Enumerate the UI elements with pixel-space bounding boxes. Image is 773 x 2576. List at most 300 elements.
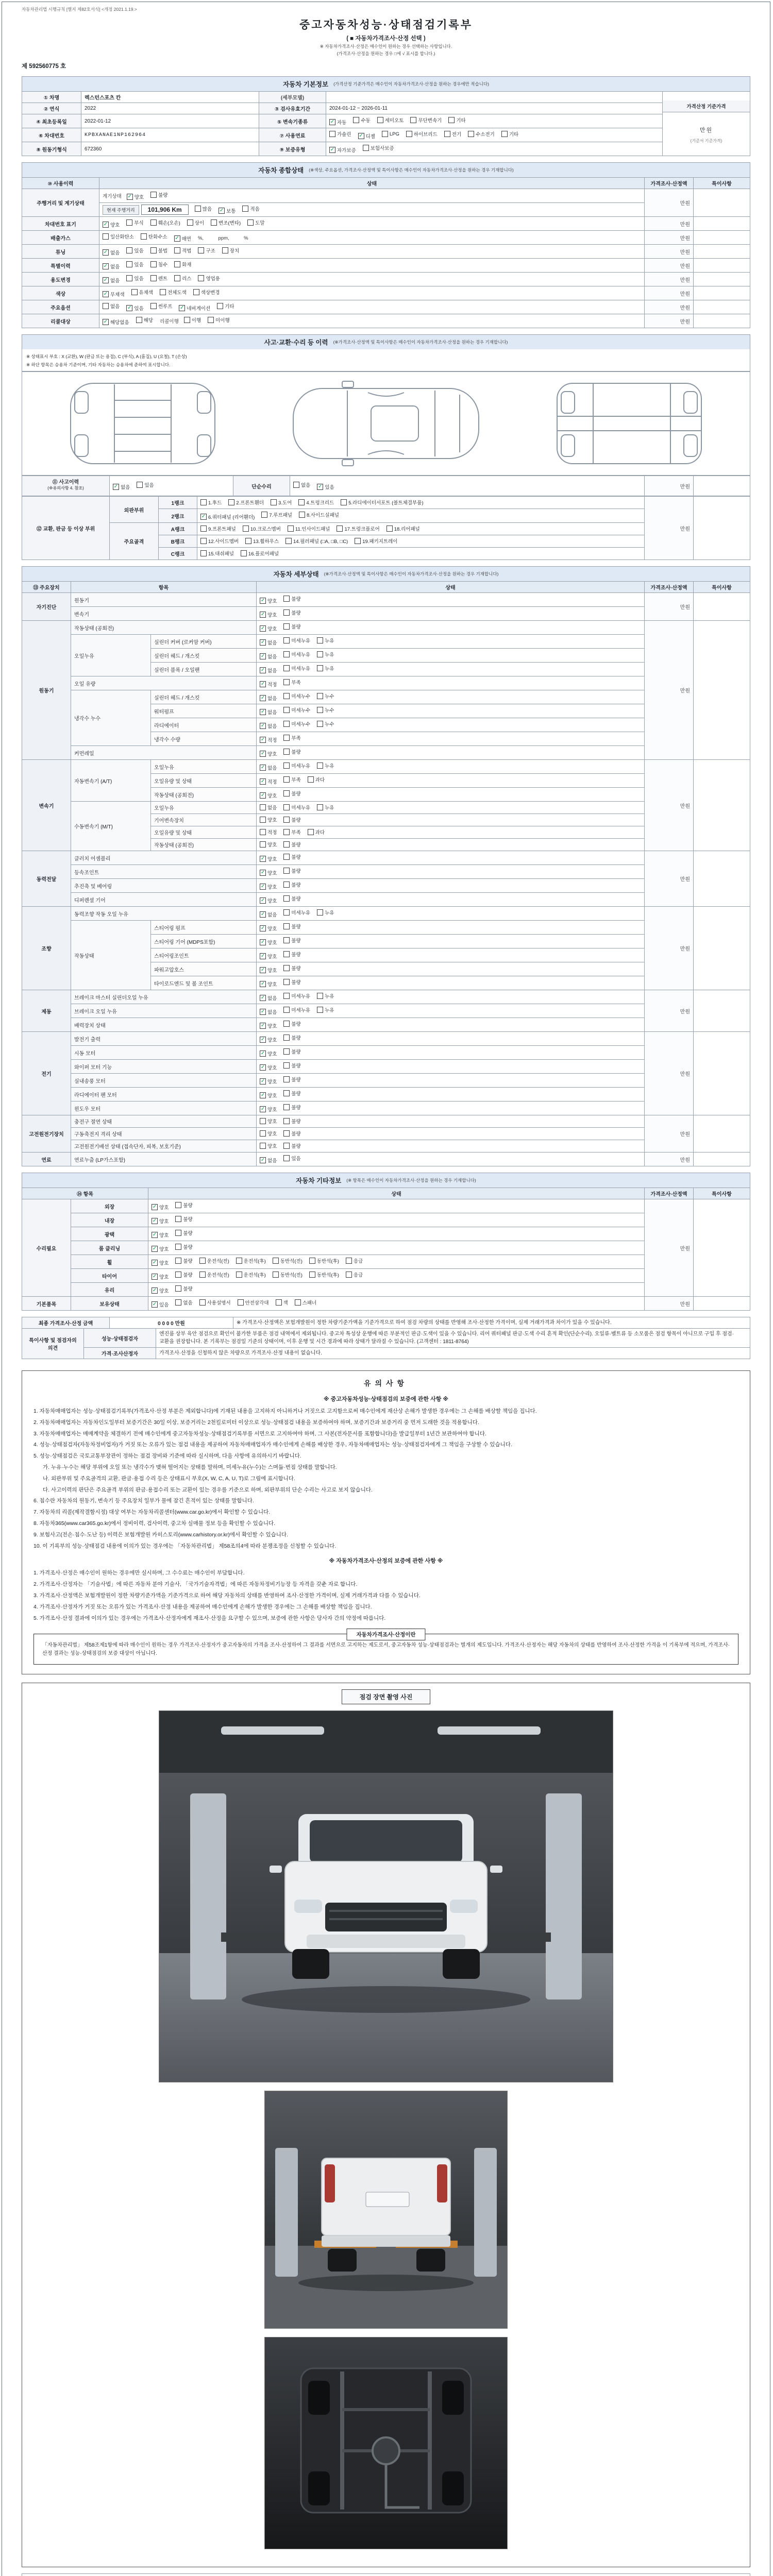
checkbox-label: 양호 xyxy=(159,1233,169,1239)
exchange-panel-table xyxy=(22,496,750,560)
checkbox-option[interactable] xyxy=(260,611,277,618)
checkbox-label: 미세누유 xyxy=(291,805,311,811)
checkbox-option[interactable] xyxy=(260,597,277,604)
checkbox-icon xyxy=(309,1258,315,1264)
checkbox-option[interactable] xyxy=(260,939,277,946)
checkbox-option[interactable] xyxy=(113,483,130,490)
checkbox-option[interactable] xyxy=(283,651,310,658)
checkbox-option[interactable] xyxy=(283,937,300,944)
checkbox-option[interactable] xyxy=(200,550,234,557)
checkbox-option[interactable] xyxy=(283,665,310,672)
checkbox-option[interactable] xyxy=(260,792,277,799)
checkbox-option[interactable] xyxy=(317,992,334,999)
checkbox-option[interactable] xyxy=(283,609,300,616)
checkbox-option[interactable] xyxy=(127,193,144,200)
state-options xyxy=(257,839,645,851)
checkbox-option[interactable] xyxy=(150,302,173,310)
checkbox-option[interactable] xyxy=(283,623,300,630)
checkbox-option[interactable] xyxy=(150,247,167,254)
checkbox-option[interactable] xyxy=(199,1257,229,1264)
checkbox-option[interactable] xyxy=(200,537,239,545)
checkbox-option[interactable] xyxy=(317,762,334,769)
checkbox-option[interactable] xyxy=(283,1104,300,1111)
checkbox-option[interactable] xyxy=(295,1299,317,1306)
checkbox-option[interactable] xyxy=(377,116,404,124)
checkbox-icon xyxy=(283,829,290,835)
checkbox-icon: ✓ xyxy=(260,598,265,603)
checkbox-option[interactable] xyxy=(308,828,325,836)
checkbox-label: 색상변경 xyxy=(200,290,220,296)
table-cell xyxy=(694,286,750,300)
checkbox-option[interactable] xyxy=(283,951,300,958)
rankC-label: C랭크 xyxy=(159,548,197,560)
checkbox-option[interactable] xyxy=(236,1257,266,1264)
checkbox-option[interactable] xyxy=(260,653,277,660)
checkbox-option[interactable] xyxy=(174,247,191,254)
checkbox-option[interactable] xyxy=(103,318,129,326)
checkbox-option[interactable] xyxy=(283,816,300,823)
checkbox-option[interactable] xyxy=(260,1008,277,1015)
checkbox-option[interactable] xyxy=(298,499,334,506)
checkbox-option[interactable] xyxy=(150,275,167,282)
checkbox-option[interactable] xyxy=(187,219,204,226)
checkbox-label: 동반석(전) xyxy=(280,1273,303,1278)
checkbox-option[interactable] xyxy=(283,637,310,644)
checkbox-option[interactable] xyxy=(468,130,495,138)
checkbox-option[interactable] xyxy=(283,1034,300,1041)
checkbox-option[interactable] xyxy=(283,720,310,727)
checkbox-option[interactable] xyxy=(283,804,310,811)
checkbox-option[interactable] xyxy=(195,205,212,212)
checkbox-option[interactable] xyxy=(317,483,334,490)
checkbox-option[interactable] xyxy=(260,681,277,688)
checkbox-option[interactable] xyxy=(329,146,356,154)
checkbox-icon xyxy=(285,538,292,544)
checkbox-label: 누유 xyxy=(325,652,334,658)
checkbox-option[interactable] xyxy=(174,275,191,282)
checkbox-option[interactable] xyxy=(283,1142,300,1149)
checkbox-label: 불량 xyxy=(291,611,301,616)
checkbox-option[interactable] xyxy=(363,144,394,151)
checkbox-option[interactable] xyxy=(175,1215,192,1223)
checkbox-option[interactable] xyxy=(175,1201,192,1209)
checkbox-label: 화재 xyxy=(182,262,192,268)
checkbox-icon: ✓ xyxy=(260,625,265,631)
checkbox-option[interactable] xyxy=(174,235,191,242)
checkbox-option[interactable] xyxy=(283,881,300,888)
state-options xyxy=(257,788,645,802)
checkbox-option[interactable] xyxy=(293,481,310,488)
checkbox-label: 불량 xyxy=(158,193,168,198)
checkbox-option[interactable] xyxy=(150,261,167,268)
checkbox-icon xyxy=(309,1272,315,1278)
row-label-accident-history xyxy=(22,476,110,496)
checkbox-option[interactable] xyxy=(283,1006,310,1013)
checkbox-icon xyxy=(283,895,290,902)
checkbox-label: 있음 xyxy=(144,483,154,488)
checkbox-label: 훼손(오손) xyxy=(158,221,180,226)
checkbox-option[interactable] xyxy=(211,219,241,226)
checkbox-option[interactable] xyxy=(444,130,461,138)
checkbox-option[interactable] xyxy=(260,953,277,960)
checkbox-option[interactable] xyxy=(260,855,277,862)
checkbox-option[interactable] xyxy=(198,247,215,254)
checkbox-option[interactable] xyxy=(283,692,310,700)
checkbox-option[interactable] xyxy=(271,499,292,506)
checkbox-label: 양호 xyxy=(267,1144,277,1149)
checkbox-option[interactable] xyxy=(103,233,134,240)
checkbox-option[interactable] xyxy=(260,639,277,646)
checkbox-icon: ✓ xyxy=(103,263,108,269)
checkbox-option[interactable] xyxy=(199,1299,231,1306)
state-options xyxy=(257,851,645,865)
checkbox-option[interactable] xyxy=(150,219,180,226)
notice-item: 2. 가격조사·산정자는 「기술사법」에 따른 자동차 분야 기술사, 「국가기술자격법」에 따른 자동차정비기능장 등 자격을 갖춘 자로 합니다. xyxy=(33,1581,358,1588)
checkbox-option[interactable] xyxy=(222,247,239,254)
checkbox-label: 양호 xyxy=(267,599,277,604)
checkbox-label: 해당 xyxy=(143,318,154,324)
checkbox-option[interactable] xyxy=(200,525,236,532)
checkbox-option[interactable] xyxy=(152,1273,169,1280)
checkbox-option[interactable] xyxy=(260,1106,277,1113)
checkbox-option[interactable] xyxy=(410,116,442,124)
checkbox-option[interactable] xyxy=(283,595,300,602)
notice-item: 6. 침수란 자동차의 원동기, 변속기 등 주요장치 일부가 물에 잠긴 흔적이 있는 상태를 말합니다. xyxy=(33,1498,254,1504)
checkbox-icon xyxy=(260,841,266,848)
checkbox-option[interactable] xyxy=(152,1204,169,1211)
table-cell: 만원 xyxy=(645,273,694,286)
checkbox-option[interactable] xyxy=(353,116,370,124)
checkbox-option[interactable] xyxy=(126,304,143,312)
checkbox-option[interactable] xyxy=(283,1076,300,1083)
checkbox-option[interactable] xyxy=(260,778,277,785)
state-options xyxy=(257,1128,645,1140)
checkbox-label: 11.인사이드패널 xyxy=(295,527,330,532)
checkbox-option[interactable] xyxy=(136,316,153,324)
checkbox-option[interactable] xyxy=(103,221,120,228)
table-cell xyxy=(694,314,750,328)
state-options xyxy=(257,732,645,746)
table-cell: 특이사항 xyxy=(694,1188,750,1199)
checkbox-option[interactable] xyxy=(260,816,277,823)
checkbox-option[interactable] xyxy=(261,511,292,518)
checkbox-option[interactable] xyxy=(283,1048,300,1055)
checkbox-option[interactable] xyxy=(152,1231,169,1239)
checkbox-option[interactable] xyxy=(283,776,300,783)
checkbox-option[interactable] xyxy=(152,1301,169,1308)
checkbox-option[interactable] xyxy=(174,261,191,268)
checkbox-option[interactable] xyxy=(175,1285,192,1292)
checkbox-label: 불량 xyxy=(291,896,301,902)
checkbox-label: 양호 xyxy=(159,1219,169,1225)
checkbox-option[interactable] xyxy=(152,1217,169,1225)
tire-label: 타이어 xyxy=(71,1269,148,1283)
checkbox-option[interactable] xyxy=(131,289,154,296)
checkbox-option[interactable] xyxy=(283,1062,300,1069)
checkbox-option[interactable] xyxy=(175,1271,192,1278)
checkbox-option[interactable] xyxy=(238,1299,269,1306)
checkbox-option[interactable] xyxy=(141,233,167,240)
state-options xyxy=(257,1060,645,1074)
checkbox-option[interactable] xyxy=(260,694,277,702)
checkbox-option[interactable] xyxy=(260,625,277,632)
checkbox-option[interactable] xyxy=(285,537,348,545)
checkbox-option[interactable] xyxy=(329,130,351,138)
wheel-label: 휠 xyxy=(71,1255,148,1269)
checkbox-option[interactable] xyxy=(236,1271,266,1278)
checkbox-option[interactable] xyxy=(103,249,120,256)
checkbox-option[interactable] xyxy=(228,499,264,506)
checkbox-option[interactable] xyxy=(152,1287,169,1294)
checkbox-icon xyxy=(295,1299,301,1306)
checkbox-icon: ✓ xyxy=(260,765,265,770)
checkbox-option[interactable] xyxy=(337,525,379,532)
checkbox-option[interactable] xyxy=(260,750,277,757)
final-price-label: 최종 가격조사·산정 금액 xyxy=(22,1317,110,1329)
checkbox-option[interactable] xyxy=(283,790,300,797)
checkbox-option[interactable] xyxy=(103,263,120,270)
checkbox-option[interactable] xyxy=(283,706,310,714)
checkbox-option[interactable] xyxy=(283,895,300,902)
item-label: 클러치 어셈블리 xyxy=(71,851,257,865)
device-group-label: 조향 xyxy=(22,907,71,990)
checkbox-option[interactable] xyxy=(283,762,310,769)
checkbox-option[interactable] xyxy=(283,748,300,755)
state-options xyxy=(257,907,645,921)
checkbox-option[interactable] xyxy=(260,764,277,771)
checkbox-icon xyxy=(355,538,361,544)
checkbox-option[interactable] xyxy=(283,992,310,999)
checkbox-option[interactable] xyxy=(241,550,279,557)
checkbox-option[interactable] xyxy=(341,499,423,506)
checkbox-icon xyxy=(150,275,157,281)
state-options xyxy=(257,1018,645,1032)
checkbox-option[interactable] xyxy=(260,1142,277,1149)
checkbox-option[interactable] xyxy=(198,275,220,282)
notice-item: 5. 성능·상태점검은 국토교통부장관이 정하는 점검 장비와 기준에 따라 실시하며, 다음 사항에 유의하시기 바랍니다. xyxy=(33,1453,301,1460)
polish-label: 광택 xyxy=(71,1227,148,1241)
checkbox-option[interactable] xyxy=(346,1257,363,1264)
state-options xyxy=(257,893,645,907)
checkbox-icon: ✓ xyxy=(260,1106,265,1112)
checkbox-option[interactable] xyxy=(283,923,300,930)
checkbox-option[interactable] xyxy=(260,722,277,730)
checkbox-option[interactable] xyxy=(358,132,375,140)
exterior-state xyxy=(148,1199,645,1213)
checkbox-option[interactable] xyxy=(243,525,281,532)
checkbox-option[interactable] xyxy=(317,1006,334,1013)
checkbox-option[interactable] xyxy=(126,247,143,254)
checkbox-option[interactable] xyxy=(283,853,300,860)
checkbox-label: 전기 xyxy=(451,132,462,138)
checkbox-option[interactable] xyxy=(283,1117,300,1125)
checkbox-option[interactable] xyxy=(260,804,277,811)
state-options xyxy=(257,948,645,962)
notice-item: 1. 자동차매매업자는 성능·상태점검기록부(가격조사·산정 부분은 제외합니다)에 기재된 내용을 고지하지 아니하거나 거짓으로 고지함으로써 매수인에게 재산상 손해가 발생한 경우에는 그 손해를 배상할 책임을 집니다. xyxy=(33,1408,537,1414)
checkbox-option[interactable] xyxy=(260,828,277,836)
checkbox-icon: ✓ xyxy=(330,119,335,125)
options-state xyxy=(99,300,645,314)
checkbox-icon xyxy=(200,499,207,505)
checkbox-option[interactable] xyxy=(283,1155,300,1162)
checkbox-label: 없음 xyxy=(267,668,277,674)
checkbox-icon: ✓ xyxy=(260,681,265,687)
checkbox-option[interactable] xyxy=(260,869,277,876)
checkbox-option[interactable] xyxy=(260,1064,277,1071)
checkbox-icon xyxy=(299,512,305,518)
checkbox-option[interactable] xyxy=(283,867,300,874)
checkbox-option[interactable] xyxy=(309,1257,339,1264)
checkbox-icon xyxy=(200,538,207,544)
checkbox-option[interactable] xyxy=(260,1157,277,1164)
checkbox-option[interactable] xyxy=(260,967,277,974)
checkbox-label: 부식 xyxy=(134,221,144,226)
checkbox-option[interactable] xyxy=(501,130,518,138)
checkbox-option[interactable] xyxy=(217,302,234,310)
checkbox-option[interactable] xyxy=(283,679,300,686)
checkbox-option[interactable] xyxy=(317,720,334,727)
checkbox-option[interactable] xyxy=(179,304,210,312)
sub-item-label: 워터펌프 xyxy=(151,704,257,718)
document-number: 제 592560775 호 xyxy=(22,63,66,70)
device-group-label: 고전원전기장치 xyxy=(22,1115,71,1153)
checkbox-label: 불량 xyxy=(183,1245,193,1250)
checkbox-option[interactable] xyxy=(150,191,167,198)
checkbox-option[interactable] xyxy=(126,261,143,268)
checkbox-option[interactable] xyxy=(126,219,143,226)
checkbox-option[interactable] xyxy=(299,511,339,518)
state-options xyxy=(257,921,645,935)
checkbox-option[interactable] xyxy=(283,964,300,972)
checkbox-option[interactable] xyxy=(355,537,397,545)
checkbox-option[interactable] xyxy=(193,289,220,296)
checkbox-icon xyxy=(150,219,157,226)
checkbox-option[interactable] xyxy=(308,776,325,783)
item-label: 와이퍼 모터 기능 xyxy=(71,1060,257,1074)
checkbox-icon xyxy=(245,538,251,544)
checkbox-option[interactable] xyxy=(137,481,154,488)
checkbox-option[interactable] xyxy=(200,513,255,520)
checkbox-option[interactable] xyxy=(382,131,399,137)
checkbox-option[interactable] xyxy=(260,994,277,1002)
checkbox-option[interactable] xyxy=(283,841,300,848)
checkbox-option[interactable] xyxy=(283,1020,300,1027)
checkbox-option[interactable] xyxy=(247,219,264,226)
device-group-label: 동력전달 xyxy=(22,851,71,907)
checkbox-option[interactable] xyxy=(386,525,420,532)
checkbox-label: 사용설명서 xyxy=(207,1300,231,1306)
checkbox-option[interactable] xyxy=(103,302,120,310)
checkbox-icon xyxy=(283,1007,290,1013)
checkbox-icon xyxy=(283,979,290,985)
checkbox-option[interactable] xyxy=(260,1078,277,1085)
checkbox-option[interactable] xyxy=(283,828,300,836)
checkbox-option[interactable] xyxy=(283,909,310,916)
checkbox-option[interactable] xyxy=(273,1271,303,1278)
checkbox-option[interactable] xyxy=(126,275,143,282)
checkbox-option[interactable] xyxy=(283,1130,300,1137)
checkbox-option[interactable] xyxy=(317,665,334,672)
rankB-label: B랭크 xyxy=(159,535,197,548)
checkbox-option[interactable] xyxy=(260,897,277,904)
checkbox-option[interactable] xyxy=(152,1245,169,1252)
checkbox-icon: ✓ xyxy=(260,1023,265,1028)
device-group-label: 연료 xyxy=(22,1153,71,1166)
checkbox-option[interactable] xyxy=(260,736,277,743)
checkbox-option[interactable] xyxy=(288,525,330,532)
checkbox-option[interactable] xyxy=(346,1271,363,1278)
checkbox-option[interactable] xyxy=(329,118,346,126)
checkbox-option[interactable] xyxy=(260,708,277,716)
checkbox-option[interactable] xyxy=(260,883,277,890)
checkbox-option[interactable] xyxy=(260,1092,277,1099)
checkbox-label: 미세누유 xyxy=(291,910,311,916)
checkbox-option[interactable] xyxy=(260,1117,277,1125)
checkbox-option[interactable] xyxy=(448,116,465,124)
checkbox-option[interactable] xyxy=(199,1271,229,1278)
checkbox-icon xyxy=(283,993,290,999)
checkbox-option[interactable] xyxy=(184,316,201,324)
checkbox-option[interactable] xyxy=(260,911,277,918)
checkbox-label: 전체도색 xyxy=(167,290,187,296)
checkbox-option[interactable] xyxy=(260,925,277,932)
state-options xyxy=(257,1115,645,1128)
checkbox-option[interactable] xyxy=(276,1299,288,1306)
checkbox-option[interactable] xyxy=(260,667,277,674)
checkbox-option[interactable] xyxy=(283,734,300,741)
checkbox-option[interactable] xyxy=(219,207,236,214)
checkbox-option[interactable] xyxy=(317,804,334,811)
checkbox-option[interactable] xyxy=(260,1050,277,1057)
checkbox-option[interactable] xyxy=(309,1271,339,1278)
checkbox-option[interactable] xyxy=(283,978,300,986)
checkbox-option[interactable] xyxy=(175,1257,192,1264)
checkbox-icon: ✓ xyxy=(260,925,265,931)
checkbox-option[interactable] xyxy=(208,316,230,324)
checkbox-option[interactable] xyxy=(175,1299,192,1306)
checkbox-label: 15.대쉬패널 xyxy=(208,551,234,557)
checkbox-option[interactable] xyxy=(273,1257,303,1264)
checkbox-option[interactable] xyxy=(103,277,120,284)
checkbox-option[interactable] xyxy=(317,909,334,916)
checkbox-option[interactable] xyxy=(103,291,125,298)
price-cell: 만원 xyxy=(645,907,694,990)
checkbox-option[interactable] xyxy=(242,205,259,212)
checkbox-option[interactable] xyxy=(152,1259,169,1266)
checkbox-option[interactable] xyxy=(260,980,277,988)
checkbox-option[interactable] xyxy=(283,1090,300,1097)
checkbox-option[interactable] xyxy=(260,1036,277,1043)
checkbox-option[interactable] xyxy=(406,130,438,138)
checkbox-option[interactable] xyxy=(317,651,334,658)
checkbox-label: 7.루프패널 xyxy=(269,513,292,518)
checkbox-option[interactable] xyxy=(200,499,222,506)
checkbox-option[interactable] xyxy=(160,289,187,296)
checkbox-option[interactable] xyxy=(317,637,334,644)
checkbox-option[interactable] xyxy=(245,537,279,545)
checkbox-option[interactable] xyxy=(175,1229,192,1236)
checkbox-option[interactable] xyxy=(175,1243,192,1250)
checkbox-option[interactable] xyxy=(260,1130,277,1137)
checkbox-option[interactable] xyxy=(260,841,277,848)
checkbox-option[interactable] xyxy=(317,706,334,714)
section-final-price xyxy=(22,1317,750,1359)
checkbox-option[interactable] xyxy=(260,1022,277,1029)
accident-history-table xyxy=(22,476,750,496)
stacked-text: ⑪ 사고이력 xyxy=(52,480,79,485)
checkbox-option[interactable] xyxy=(317,692,334,700)
checkbox-label: 양호 xyxy=(267,752,277,757)
